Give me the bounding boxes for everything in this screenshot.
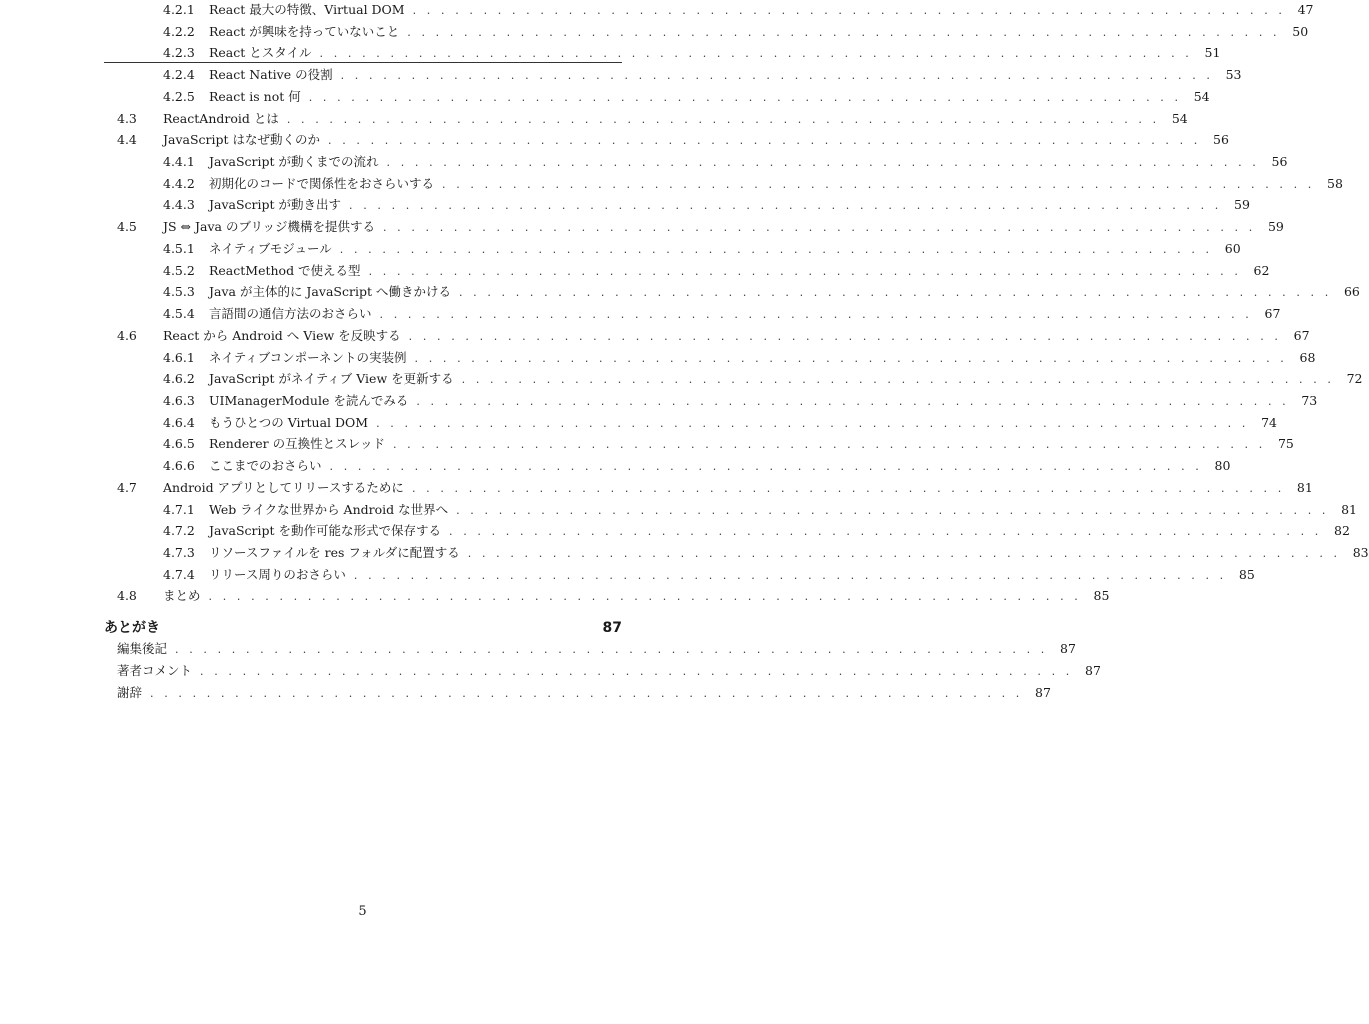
entry-page: 67 <box>1293 327 1310 343</box>
toc-section-entry[interactable] <box>117 586 1110 606</box>
entry-number: 4.2.1 <box>163 2 195 17</box>
dot-leader: . . . . . . . . . . . . . . . . . . . . . . . . . . . . . . . . . . . . . . . . . . . . . . . . . . . . . . . . . . . . . . <box>412 4 1286 17</box>
entry-page: 75 <box>1277 436 1294 452</box>
toc-subsection-entry[interactable] <box>163 261 1270 281</box>
toc-subsection-entry[interactable] <box>163 174 1343 194</box>
toc-subsection-entry[interactable] <box>163 413 1277 433</box>
entry-title: ネイティブモジュール <box>209 240 332 256</box>
entry-title: リリース周りのおさらい <box>209 566 346 582</box>
entry-page: 81 <box>1296 479 1313 495</box>
toc-subsection-entry[interactable] <box>163 152 1288 172</box>
entry-page: 85 <box>1093 588 1110 604</box>
entry-number: 4.4.1 <box>163 154 195 170</box>
page-number: 5 <box>358 904 367 919</box>
toc-subsection-entry[interactable] <box>163 565 1255 585</box>
entry-page: 66 <box>1343 284 1360 300</box>
entry-title: JavaScript が動くまでの流れ <box>209 154 379 170</box>
entry-page: 87 <box>1085 663 1101 678</box>
entry-title: JavaScript がネイティブ View を更新する <box>209 371 454 387</box>
entry-page: 68 <box>1299 349 1316 365</box>
entry-number: 4.4 <box>117 132 137 148</box>
toc-item-entry[interactable] <box>117 683 1051 703</box>
entry-number: 4.5.1 <box>163 240 195 256</box>
entry-number: 4.7.2 <box>163 523 195 539</box>
dot-leader: . . . . . . . . . . . . . . . . . . . . . . . . . . . . . . . . . . . . . . . . . . . . . . . . . . . . . . . . . . . . . . <box>319 47 1193 61</box>
toc-subsection-entry[interactable] <box>163 239 1241 259</box>
entry-page: 81 <box>1341 501 1357 517</box>
toc-item-entry[interactable] <box>117 661 1101 681</box>
entry-title: ReactMethod で使える型 <box>209 262 361 278</box>
entry-page: 56 <box>1213 132 1229 148</box>
toc-subsection-entry[interactable] <box>163 65 1242 85</box>
entry-title: JavaScript を動作可能な形式で保存する <box>209 523 442 539</box>
toc-subsection-entry[interactable] <box>163 43 1221 63</box>
dot-leader: . . . . . . . . . . . . . . . . . . . . . . . . . . . . . . . . . . . . . . . . . . . . . . . . . . . . . . . . . . . . . . <box>200 665 1073 678</box>
entry-number: 4.5.3 <box>163 284 195 300</box>
dot-leader: . . . . . . . . . . . . . . . . . . . . . . . . . . . . . . . . . . . . . . . . . . . . . . . . . . . . . . . . . . . . . . <box>408 329 1282 343</box>
dot-leader: . . . . . . . . . . . . . . . . . . . . . . . . . . . . . . . . . . . . . . . . . . . . . . . . . . . . . . . . . . . . . . <box>461 373 1335 387</box>
entry-title: Java が主体的に JavaScript へ働きかける <box>209 284 451 300</box>
entry-title: React 最大の特徴、Virtual DOM <box>209 2 405 17</box>
toc-section-entry[interactable] <box>117 478 1313 498</box>
dot-leader: . . . . . . . . . . . . . . . . . . . . . . . . . . . . . . . . . . . . . . . . . . . . . . . . . . . . . . . . . . . . . . <box>353 568 1227 582</box>
entry-page: 60 <box>1224 240 1241 256</box>
toc-subsection-entry[interactable] <box>163 500 1357 520</box>
chapter-title: あとがき <box>104 620 160 636</box>
toc-subsection-entry[interactable] <box>163 282 1360 302</box>
entry-number: 4.6.2 <box>163 371 195 387</box>
toc-section-entry[interactable] <box>117 130 1229 150</box>
toc-subsection-entry[interactable] <box>163 456 1231 476</box>
dot-leader: . . . . . . . . . . . . . . . . . . . . . . . . . . . . . . . . . . . . . . . . . . . . . . . . . . . . . . . . . . . . . . <box>328 134 1201 148</box>
dot-leader: . . . . . . . . . . . . . . . . . . . . . . . . . . . . . . . . . . . . . . . . . . . . . . . . . . . . . . . . . . . . . . <box>449 525 1322 539</box>
entry-page: 59 <box>1267 219 1284 235</box>
entry-title: ここまでのおさらい <box>209 458 322 474</box>
entry-title: React から Android へ View を反映する <box>163 327 401 343</box>
dot-leader: . . . . . . . . . . . . . . . . . . . . . . . . . . . . . . . . . . . . . . . . . . . . . . . . . . . . . . . . . . . . . . <box>208 590 1082 604</box>
toc-section-entry[interactable] <box>117 217 1284 237</box>
toc-subsection-entry[interactable] <box>163 521 1350 541</box>
dot-leader: . . . . . . . . . . . . . . . . . . . . . . . . . . . . . . . . . . . . . . . . . . . . . . . . . . . . . . . . . . . . . . <box>442 177 1315 191</box>
entry-page: 54 <box>1171 110 1188 126</box>
entry-title: Android アプリとしてリリースするために <box>163 479 404 495</box>
toc-subsection-entry[interactable] <box>163 0 1314 20</box>
entry-title: ネイティブコンポーネントの実装例 <box>209 349 407 365</box>
toc-subsection-entry[interactable] <box>163 304 1281 324</box>
entry-number: 4.2.3 <box>163 45 195 61</box>
dot-leader: . . . . . . . . . . . . . . . . . . . . . . . . . . . . . . . . . . . . . . . . . . . . . . . . . . . . . . . . . . . . . . <box>382 221 1256 235</box>
dot-leader: . . . . . . . . . . . . . . . . . . . . . . . . . . . . . . . . . . . . . . . . . . . . . . . . . . . . . . . . . . . . . . <box>329 460 1203 474</box>
entry-page: 83 <box>1352 545 1369 560</box>
entry-number: 4.7.3 <box>163 545 195 560</box>
entry-title: JavaScript はなぜ動くのか <box>163 132 321 148</box>
toc-subsection-entry[interactable] <box>163 391 1318 411</box>
entry-number: 4.6 <box>117 327 137 343</box>
dot-leader: . . . . . . . . . . . . . . . . . . . . . . . . . . . . . . . . . . . . . . . . . . . . . . . . . . . . . . . . . . . . . . <box>340 69 1214 83</box>
dot-leader: . . . . . . . . . . . . . . . . . . . . . . . . . . . . . . . . . . . . . . . . . . . . . . . . . . . . . . . . . . . . . . <box>456 503 1329 517</box>
entry-title: Web ライクな世界から Android な世界へ <box>209 501 449 517</box>
dot-leader: . . . . . . . . . . . . . . . . . . . . . . . . . . . . . . . . . . . . . . . . . . . . . . . . . . . . . . . . . . . . . . <box>286 112 1160 126</box>
dot-leader: . . . . . . . . . . . . . . . . . . . . . . . . . . . . . . . . . . . . . . . . . . . . . . . . . . . . . . . . . . . . . . <box>349 199 1222 213</box>
entry-page: 59 <box>1234 197 1250 213</box>
toc-subsection-entry[interactable] <box>163 434 1294 454</box>
entry-number: 4.4.2 <box>163 175 195 191</box>
entry-page: 74 <box>1261 414 1277 430</box>
entry-title: 言語間の通信方法のおさらい <box>209 306 372 322</box>
entry-number: 4.7.1 <box>163 501 195 517</box>
toc-subsection-entry[interactable] <box>163 195 1250 215</box>
entry-title: 編集後記 <box>117 641 168 656</box>
entry-title: React が興味を持っていないこと <box>209 23 400 39</box>
dot-leader: . . . . . . . . . . . . . . . . . . . . . . . . . . . . . . . . . . . . . . . . . . . . . . . . . . . . . . . . . . . . . . <box>376 416 1249 430</box>
entry-page: 53 <box>1225 67 1242 83</box>
dot-leader: . . . . . . . . . . . . . . . . . . . . . . . . . . . . . . . . . . . . . . . . . . . . . . . . . . . . . . . . . . . . . . <box>458 286 1332 300</box>
toc-subsection-entry[interactable] <box>163 369 1363 389</box>
dot-leader: . . . . . . . . . . . . . . . . . . . . . . . . . . . . . . . . . . . . . . . . . . . . . . . . . . . . . . . . . . . . . . <box>416 394 1290 408</box>
entry-number: 4.5.2 <box>163 262 195 278</box>
entry-number: 4.7.4 <box>163 566 195 582</box>
entry-page: 62 <box>1253 262 1270 278</box>
entry-page: 87 <box>1035 685 1051 700</box>
entry-page: 73 <box>1301 392 1318 408</box>
entry-number: 4.5 <box>117 219 137 235</box>
entry-number: 4.2.2 <box>163 23 195 39</box>
entry-page: 72 <box>1346 371 1363 387</box>
entry-title: もうひとつの Virtual DOM <box>209 414 369 430</box>
dot-leader: . . . . . . . . . . . . . . . . . . . . . . . . . . . . . . . . . . . . . . . . . . . . . . . . . . . . . . . . . . . . . . <box>339 242 1213 256</box>
entry-title: UIManagerModule を読んでみる <box>209 392 409 408</box>
chapter-page: 87 <box>602 620 622 636</box>
entry-title: 著者コメント <box>117 663 193 678</box>
entry-title: 謝辞 <box>117 685 143 700</box>
dot-leader: . . . . . . . . . . . . . . . . . . . . . . . . . . . . . . . . . . . . . . . . . . . . . . . . . . . . . . . . . . . . . . <box>411 481 1285 495</box>
entry-page: 47 <box>1297 2 1314 17</box>
toc-subsection-entry[interactable] <box>163 348 1316 368</box>
entry-title: リソースファイルを res フォルダに配置する <box>209 545 460 560</box>
entry-title: React とスタイル <box>209 45 312 61</box>
entry-title: 初期化のコードで関係性をおさらいする <box>209 175 435 191</box>
toc-subsection-entry[interactable] <box>163 87 1210 107</box>
entry-title: JavaScript が動き出す <box>209 197 342 213</box>
entry-number: 4.7 <box>117 479 137 495</box>
entry-page: 50 <box>1292 23 1309 39</box>
entry-number: 4.6.5 <box>163 436 195 452</box>
entry-title: React Native の役割 <box>209 67 333 83</box>
entry-number: 4.4.3 <box>163 197 195 213</box>
dot-leader: . . . . . . . . . . . . . . . . . . . . . . . . . . . . . . . . . . . . . . . . . . . . . . . . . . . . . . . . . . . . . . <box>392 438 1266 452</box>
toc-section-entry[interactable] <box>117 109 1188 129</box>
entry-number: 4.2.4 <box>163 67 195 83</box>
toc-chapter-entry[interactable] <box>104 617 622 641</box>
entry-page: 87 <box>1060 641 1076 656</box>
dot-leader: . . . . . . . . . . . . . . . . . . . . . . . . . . . . . . . . . . . . . . . . . . . . . . . . . . . . . . . . . . . . . . <box>467 547 1341 560</box>
entry-title: React is not 何 <box>209 88 301 104</box>
entry-number: 4.6.6 <box>163 458 195 474</box>
toc-subsection-entry[interactable] <box>163 22 1309 42</box>
entry-page: 58 <box>1327 175 1343 191</box>
entry-page: 54 <box>1193 88 1210 104</box>
entry-number: 4.5.4 <box>163 306 195 322</box>
entry-page: 56 <box>1271 154 1288 170</box>
dot-leader: . . . . . . . . . . . . . . . . . . . . . . . . . . . . . . . . . . . . . . . . . . . . . . . . . . . . . . . . . . . . . . <box>407 25 1281 39</box>
dot-leader: . . . . . . . . . . . . . . . . . . . . . . . . . . . . . . . . . . . . . . . . . . . . . . . . . . . . . . . . . . . . . . <box>368 264 1242 278</box>
entry-page: 80 <box>1214 458 1231 474</box>
entry-number: 4.6.1 <box>163 349 195 365</box>
dot-leader: . . . . . . . . . . . . . . . . . . . . . . . . . . . . . . . . . . . . . . . . . . . . . . . . . . . . . . . . . . . . . . <box>414 351 1288 365</box>
toc-section-entry[interactable] <box>117 326 1310 346</box>
entry-title: ReactAndroid とは <box>163 110 279 126</box>
toc-subsection-entry[interactable] <box>163 543 1369 563</box>
dot-leader: . . . . . . . . . . . . . . . . . . . . . . . . . . . . . . . . . . . . . . . . . . . . . . . . . . . . . . . . . . . . . . <box>379 308 1253 322</box>
entry-number: 4.6.3 <box>163 392 195 408</box>
entry-page: 67 <box>1264 306 1281 322</box>
dot-leader: . . . . . . . . . . . . . . . . . . . . . . . . . . . . . . . . . . . . . . . . . . . . . . . . . . . . . . . . . . . . . . <box>308 90 1182 104</box>
dot-leader: . . . . . . . . . . . . . . . . . . . . . . . . . . . . . . . . . . . . . . . . . . . . . . . . . . . . . . . . . . . . . . <box>150 687 1023 700</box>
entry-page: 82 <box>1334 523 1350 539</box>
dot-leader: . . . . . . . . . . . . . . . . . . . . . . . . . . . . . . . . . . . . . . . . . . . . . . . . . . . . . . . . . . . . . . <box>386 156 1260 170</box>
entry-title: Renderer の互換性とスレッド <box>209 436 385 452</box>
entry-number: 4.3 <box>117 110 137 126</box>
entry-title: まとめ <box>163 588 201 604</box>
entry-title: JS ⇔ Java のブリッジ機構を提供する <box>163 219 375 235</box>
entry-number: 4.6.4 <box>163 414 195 430</box>
entry-number: 4.2.5 <box>163 88 195 104</box>
dot-leader: . . . . . . . . . . . . . . . . . . . . . . . . . . . . . . . . . . . . . . . . . . . . . . . . . . . . . . . . . . . . . . <box>175 643 1048 656</box>
entry-page: 51 <box>1204 45 1221 61</box>
entry-page: 85 <box>1238 566 1255 582</box>
entry-number: 4.8 <box>117 588 137 604</box>
toc-item-entry[interactable] <box>117 639 1076 659</box>
